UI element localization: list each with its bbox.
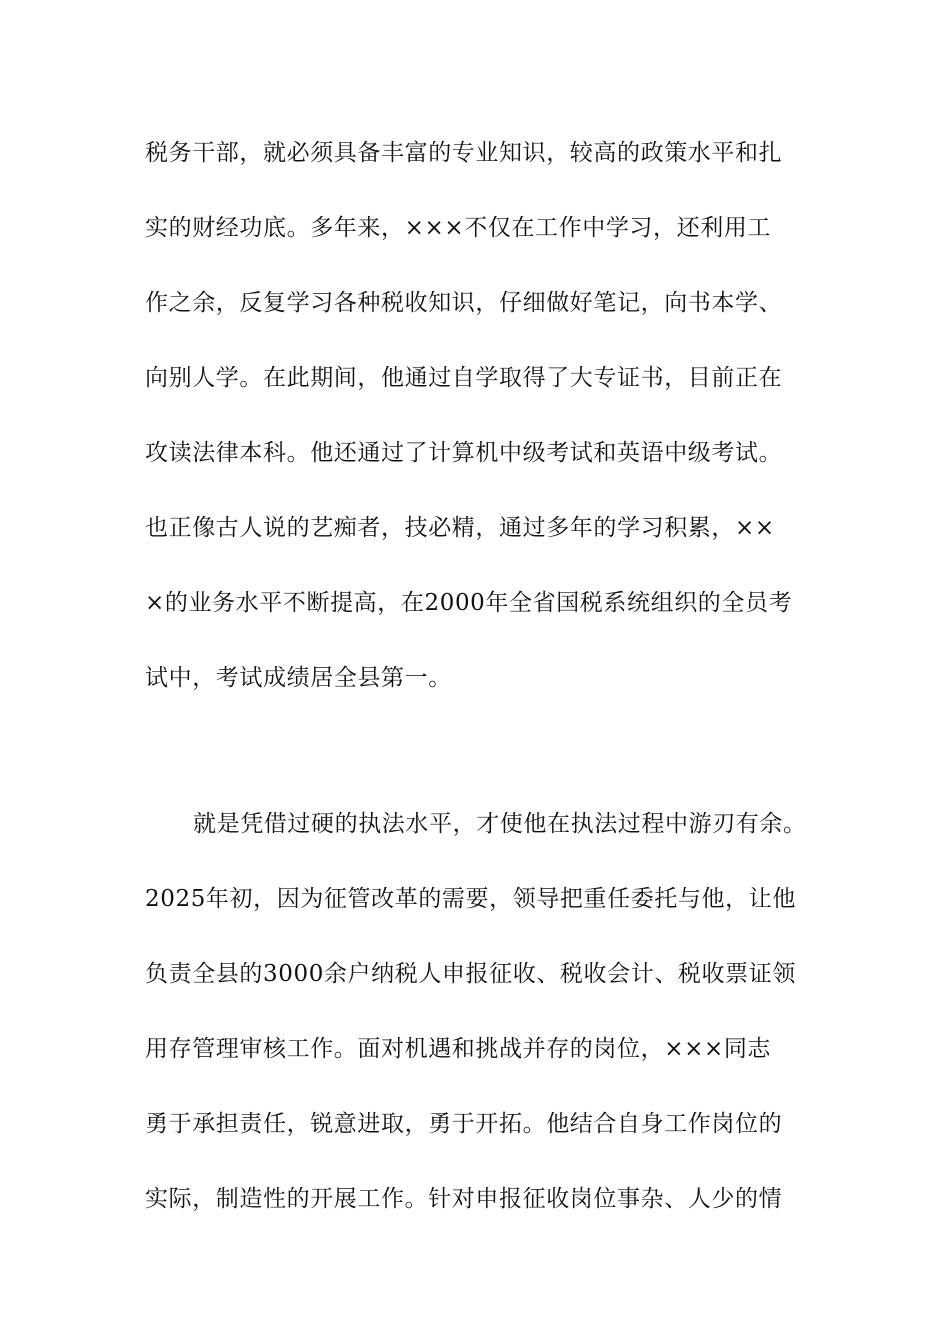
text-line: ×的业务水平不断提高，在2000年全省国税系统组织的全员考 [145,590,793,616]
text-line: 试中，考试成绩居全县第一。 [145,665,452,691]
text-line: 实的财经功底。多年来，×××不仅在工作中学习，还利用工 [145,215,772,241]
text-line: 勇于承担责任，锐意进取，勇于开拓。他结合自身工作岗位的 [145,1111,783,1137]
text-line: 实际，制造性的开展工作。针对申报征收岗位事杂、人少的情 [145,1186,783,1212]
text-line: 向别人学。在此期间，他通过自学取得了大专证书，目前正在 [145,365,783,391]
text-line: 作之余，反复学习各种税收知识，仔细做好笔记，向书本学、 [145,290,783,316]
text-line: 负责全县的3000余户纳税人申报征收、税收会计、税收票证领 [145,961,796,987]
text-line: 攻读法律本科。他还通过了计算机中级考试和英语中级考试。 [145,440,783,466]
text-line: 2025年初，因为征管改革的需要，领导把重任委托与他，让他 [145,886,796,912]
text-line: 就是凭借过硬的执法水平，才使他在执法过程中游刃有余。 [193,811,807,837]
text-line: 也正像古人说的艺痴者，技必精，通过多年的学习积累，×× [145,515,775,541]
text-line: 税务干部，就必须具备丰富的专业知识，较高的政策水平和扎 [145,140,783,166]
text-line: 用存管理审核工作。面对机遇和挑战并存的岗位，×××同志 [145,1036,772,1062]
